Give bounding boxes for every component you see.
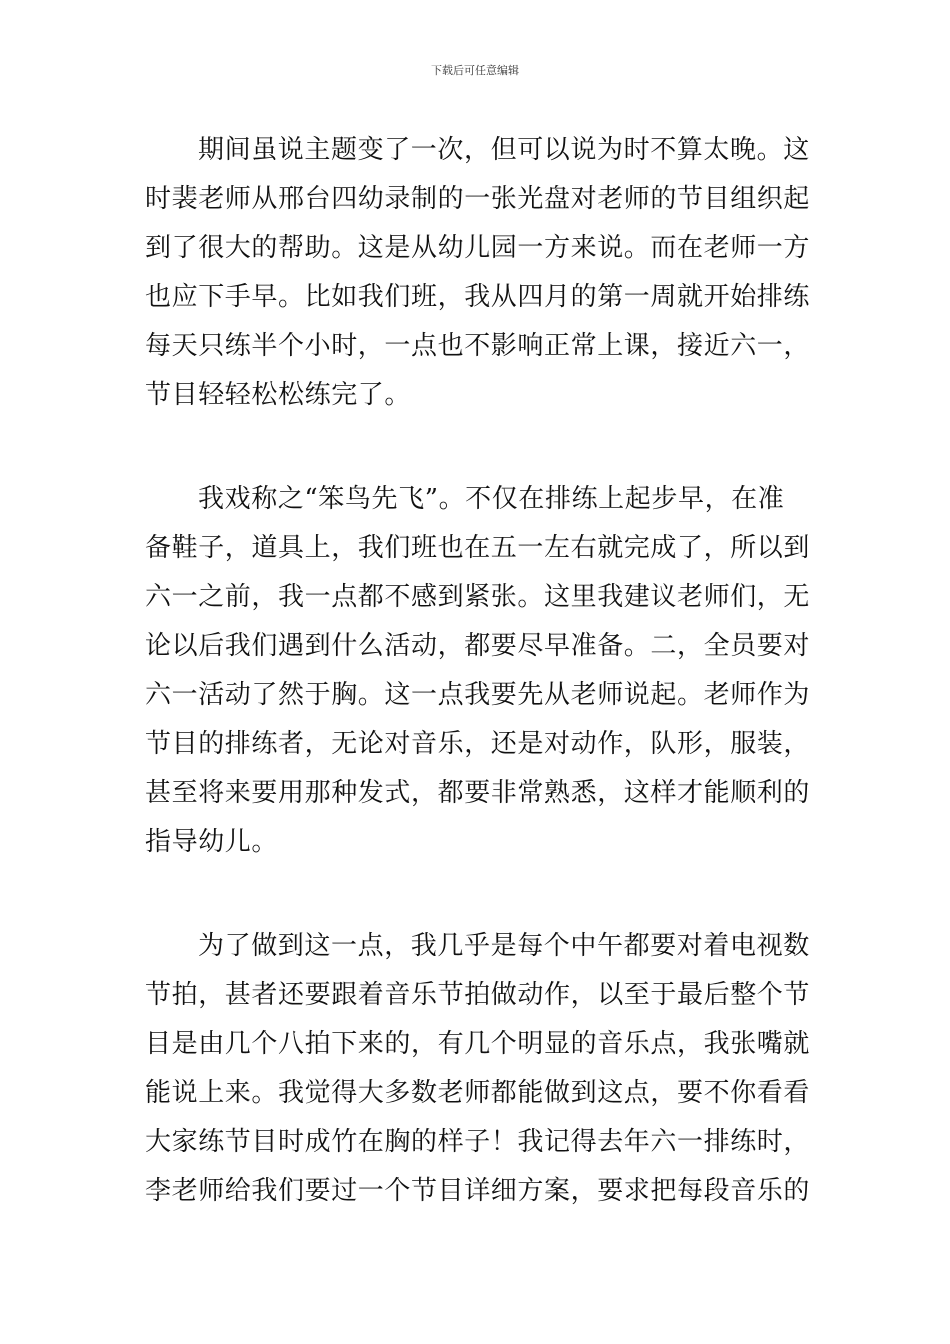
- paragraph-3: [145, 922, 810, 1216]
- paragraph-line: 备鞋子，道具上，我们班也在五一左右就完成了，所以到: [145, 533, 811, 563]
- page-header: 下载后可任意编辑: [431, 64, 519, 77]
- paragraph-2: [145, 475, 810, 867]
- paragraph-line: 期间虽说主题变了一次，但可以说为时不算太晚。这: [198, 135, 810, 165]
- paragraph-line: 六一之前，我一点都不感到紧张。这里我建议老师们，无: [145, 582, 811, 612]
- paragraph-line: 指导幼儿。: [145, 827, 279, 857]
- paragraph-line: 到了很大的帮助。这是从幼儿园一方来说。而在老师一方: [145, 233, 811, 263]
- paragraph-line: 也应下手早。比如我们班，我从四月的第一周就开始排练: [145, 282, 811, 312]
- paragraph-line: 节目的排练者，无论对音乐，还是对动作，队形，服装，: [145, 729, 811, 759]
- paragraph-line: 我戏称之“笨鸟先飞”。不仅在排练上起步早，在准: [198, 484, 785, 514]
- paragraph-line: 为了做到这一点，我几乎是每个中午都要对着电视数: [198, 931, 810, 961]
- paragraph-line: 甚至将来要用那种发式，都要非常熟悉，这样才能顺利的: [145, 778, 811, 808]
- paragraph-line: 论以后我们遇到什么活动，都要尽早准备。二，全员要对: [145, 631, 811, 661]
- paragraph-1: [145, 126, 810, 420]
- paragraph-line: 大家练节目时成竹在胸的样子！我记得去年六一排练时，: [145, 1127, 811, 1157]
- paragraph-line: 每天只练半个小时，一点也不影响正常上课，接近六一，: [145, 331, 811, 361]
- paragraph-line: 目是由几个八拍下来的，有几个明显的音乐点，我张嘴就: [145, 1029, 811, 1059]
- paragraph-line: 节目轻轻松松练完了。: [145, 380, 412, 410]
- paragraph-line: 六一活动了然于胸。这一点我要先从老师说起。老师作为: [145, 680, 811, 710]
- paragraph-line: 能说上来。我觉得大多数老师都能做到这点，要不你看看: [145, 1078, 811, 1108]
- paragraph-line: 节拍，甚者还要跟着音乐节拍做动作，以至于最后整个节: [145, 980, 811, 1010]
- paragraph-line: 时裴老师从邢台四幼录制的一张光盘对老师的节目组织起: [145, 184, 811, 214]
- paragraph-line: 李老师给我们要过一个节目详细方案，要求把每段音乐的: [145, 1176, 811, 1206]
